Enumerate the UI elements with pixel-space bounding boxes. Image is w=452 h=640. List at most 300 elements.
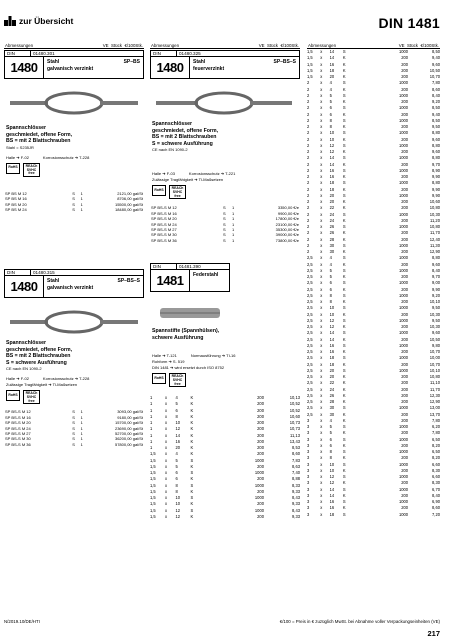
din-number: 1481 (151, 270, 190, 291)
table-cell: S (342, 92, 346, 98)
table-cell: SP BS-S M 27 (5, 431, 31, 436)
page-title: DIN 1481 (378, 15, 440, 31)
product-title (4, 340, 144, 366)
hall-link[interactable]: Halle ➔ F-03 (152, 171, 175, 177)
table-cell: 35300,00 €/e (275, 227, 299, 232)
table-cell: 4 (329, 255, 332, 261)
table-cell: 8,50 (432, 49, 440, 54)
table-cell: K (342, 124, 346, 129)
table-cell: 2,5 (307, 274, 313, 279)
table-cell: 200 (401, 149, 409, 154)
table-cell: 30 (329, 405, 335, 411)
table-cell: 10,10 (429, 367, 440, 373)
table-cell: x (320, 167, 323, 173)
back-link-label: zur Übersicht (19, 16, 74, 26)
table-cell: S (342, 511, 346, 517)
table-cell: 10 (175, 420, 181, 426)
table-cell: K (342, 467, 346, 473)
table-cell: 1000 (398, 486, 409, 492)
table-cell: SP BS-S M 12 (5, 409, 31, 415)
table-cell: x (165, 438, 168, 444)
table-cell: x (320, 92, 323, 98)
table-cell: 5 (329, 267, 332, 273)
table-cell: 9180,00 gal/St (117, 414, 143, 420)
table-cell: 200 (401, 411, 409, 417)
table-cell: 1 (80, 196, 83, 202)
table-cell: K (342, 74, 346, 79)
material: Stahl (193, 59, 206, 65)
table-cell: 1000 (398, 167, 409, 173)
table-cell: x (165, 401, 168, 407)
table-cell: 1,5 (307, 55, 313, 61)
table-cell: K (342, 174, 346, 179)
table-cell: x (320, 417, 323, 423)
din-label: DIN (151, 264, 177, 269)
table-cell: 9,20 (432, 99, 440, 104)
table-cell: 3 (307, 455, 310, 461)
table-cell: x (320, 86, 323, 92)
table-cell: x (320, 186, 323, 192)
table-cell: 10 (175, 495, 181, 501)
table-cell: K (342, 311, 346, 317)
table-cell: 1,5 (150, 463, 156, 469)
table-cell: S (342, 355, 346, 361)
rohform-link[interactable]: Rohform ➔ S. 519 (152, 359, 185, 365)
title-line: Spannstifte (Spannhülsen), (152, 328, 220, 334)
table-cell: 1 (80, 420, 83, 426)
table-cell: 3350,00 €/e (277, 205, 299, 211)
table-cell: SP BS-S M 24 (5, 425, 31, 431)
table-cell: 9,60 (432, 330, 440, 336)
corrosion-link[interactable]: Korrosionsschutz ➔ T-228 (42, 376, 90, 382)
table-cell: 2 (307, 211, 310, 217)
back-to-overview-link[interactable] (4, 16, 73, 26)
replacement-note: DIN 1481 ➔ wird ersetzt durch ISO 8752 (152, 365, 225, 371)
table-cell: SP BS-S M 27 (151, 227, 177, 232)
column-header (4, 42, 144, 49)
table-cell: 200 (401, 174, 409, 179)
din-label: DIN (5, 51, 31, 56)
table-row (150, 514, 300, 520)
table-cell: 200 (257, 438, 264, 444)
table-cell: 2,5 (307, 380, 313, 386)
table-cell: 6 (329, 105, 332, 111)
table-cell: 200 (401, 111, 409, 117)
certification-badges (150, 371, 300, 389)
table-cell: 12 (175, 513, 181, 519)
table-cell: 200 (257, 476, 264, 482)
table-cell: x (320, 249, 323, 254)
table-cell: 2 (307, 224, 310, 229)
table-cell: 1 (232, 210, 235, 216)
table-cell: x (320, 255, 323, 261)
table-cell: 3 (307, 449, 310, 454)
table-cell: SP BS-S M 36 (151, 237, 177, 243)
table-cell: 6 (329, 442, 332, 448)
title-line: BS = mit 2 Blattschrauben (6, 353, 71, 360)
table-cell: x (320, 330, 323, 336)
table-cell: 8 (329, 455, 332, 461)
table-cell: S (72, 431, 75, 436)
table-cell: SP BS-S M 16 (151, 210, 177, 216)
table-cell: x (320, 455, 323, 461)
table-cell: 1 (150, 401, 153, 407)
table-cell: 1000 (398, 155, 409, 161)
table-cell: 9,90 (432, 192, 440, 198)
table-cell: S (190, 507, 194, 513)
table-cell: 1,5 (150, 482, 156, 488)
table-cell: K (342, 86, 346, 92)
table-cell: 23690,00 gal/St (114, 425, 143, 431)
table-cell: x (165, 495, 168, 501)
table-cell: 2 (307, 186, 310, 192)
table-cell: x (320, 430, 323, 436)
table-cell: 3 (307, 436, 310, 442)
table-cell: K (342, 336, 346, 342)
table-cell: SP BS-S M 30 (151, 232, 177, 238)
table-cell: 200 (257, 426, 264, 432)
table-cell: x (165, 407, 168, 413)
table-cell: K (342, 299, 346, 304)
table-cell: 1 (232, 232, 235, 238)
table-cell: 7,80 (432, 417, 440, 423)
title-line: geschmiedet, offene Form, (152, 127, 219, 134)
table-cell: 1000 (398, 267, 409, 273)
corrosion-link[interactable]: Korrosionsschutz ➔ T-221 (188, 171, 236, 177)
hall-link[interactable]: Halle ➔ T-121 (152, 353, 177, 359)
table-row (307, 512, 440, 518)
column-header (150, 42, 300, 49)
table-cell: 20 (175, 445, 181, 451)
table-cell: x (320, 180, 323, 186)
turnbuckle-image (8, 87, 140, 119)
table-cell: 1000 (254, 495, 264, 501)
table-cell: 9,50 (432, 317, 440, 323)
hall-link[interactable]: Halle ➔ F-02 (6, 376, 29, 382)
table-cell: 2 (307, 149, 310, 154)
table-cell: S (223, 221, 226, 227)
table-cell: 1 (150, 432, 153, 438)
table-cell: K (342, 480, 346, 486)
table-cell: 1000 (398, 280, 409, 286)
turnbuckle-image (8, 306, 140, 338)
table-cell: 1 (232, 227, 235, 232)
table-cell: K (190, 432, 194, 438)
table-cell: x (165, 470, 168, 476)
table-cell: 8,40 (432, 492, 440, 498)
table-cell: 10,30 (429, 211, 440, 217)
capacity-note: Zulässige Tragfähigkeit ➔ Tl-Maßsetzen (152, 177, 224, 183)
table-cell: x (320, 217, 323, 223)
table-cell: 8706,00 gal/St (117, 196, 143, 202)
table-cell: 2,5 (307, 255, 313, 261)
hall-link[interactable]: Halle ➔ F-02 (6, 154, 29, 160)
title-line: schwere Ausführung (152, 334, 204, 341)
table-cell: K (342, 61, 346, 67)
table-cell: S (342, 49, 346, 54)
table-cell: 10,60 (429, 199, 440, 204)
table-cell: 12 (329, 149, 335, 154)
table-cell: 24 (329, 386, 335, 392)
table-cell: 6,50 (432, 436, 440, 442)
table-cell: 8 (175, 488, 178, 494)
table-cell: 10,80 (429, 224, 440, 229)
product-desc (190, 57, 299, 78)
table-cell: S (342, 180, 346, 186)
table-cell: x (320, 124, 323, 129)
table-cell: 17800,00 €/e (275, 216, 299, 222)
table-cell: 2,5 (307, 330, 313, 336)
table-cell: 13,00 (429, 405, 440, 411)
rohs-badge: RoHS (152, 185, 166, 196)
table-cell: 7,80 (432, 80, 440, 86)
table-cell: 22 (329, 380, 335, 386)
table-cell: 2,5 (307, 392, 313, 398)
table-cell: 14 (329, 492, 335, 498)
page-header (0, 0, 452, 40)
table-cell: S (342, 117, 346, 123)
table-cell: K (342, 392, 346, 398)
table-cell: x (320, 305, 323, 311)
table-cell: x (320, 174, 323, 179)
product-box-01481390 (150, 263, 230, 292)
column-3 (307, 42, 440, 518)
title-line: S = schwere Ausführung (152, 140, 213, 147)
rohs-badge: RoHS (152, 373, 166, 384)
table-cell: 6,70 (432, 486, 440, 492)
table-cell: 200 (257, 513, 264, 519)
table-cell: 12 (329, 317, 335, 323)
product-title (4, 125, 144, 145)
table-cell: S (342, 449, 346, 454)
table-cell: x (320, 199, 323, 204)
table-cell: 200 (401, 380, 409, 386)
table-cell: 10,30 (429, 311, 440, 317)
table-cell: 2,5 (307, 261, 313, 267)
standard-link[interactable]: Normausführung ➔ TI-16 (190, 353, 236, 359)
price-table (150, 205, 300, 243)
table-cell: K (342, 492, 346, 498)
table-cell: K (190, 413, 194, 419)
table-cell: x (320, 424, 323, 429)
table-cell: S (223, 216, 226, 222)
table-cell: x (320, 492, 323, 498)
table-cell: x (320, 442, 323, 448)
table-cell: 2121,00 gal/St (117, 190, 143, 196)
article-code: 01480.315 (33, 270, 55, 275)
table-cell: K (190, 501, 194, 507)
table-cell: 3 (307, 486, 310, 492)
table-cell: S (223, 210, 226, 216)
table-cell: 2 (307, 230, 310, 236)
table-cell: 14 (175, 432, 181, 438)
table-cell: 4 (329, 417, 332, 423)
article-code: 01481.390 (179, 264, 201, 269)
table-cell: 200 (401, 236, 409, 242)
table-cell: 5 (329, 92, 332, 98)
table-cell: 15500,00 gal/St (114, 201, 143, 207)
table-cell: 9,90 (432, 186, 440, 192)
table-cell: 200 (401, 336, 409, 342)
table-cell: 1000 (398, 317, 409, 323)
table-cell: x (165, 395, 168, 401)
table-cell: 12,90 (429, 249, 440, 254)
table-cell: 200 (401, 61, 409, 67)
table-cell: 30 (329, 249, 335, 254)
table-cell: 6 (175, 407, 178, 413)
table-cell: 1000 (398, 461, 409, 467)
table-cell: 1 (150, 445, 153, 451)
table-cell: 14 (329, 161, 335, 167)
table-cell: 7,83 (292, 457, 300, 463)
table-cell: 200 (401, 492, 409, 498)
table-cell: 1 (150, 407, 153, 413)
corrosion-link[interactable]: Korrosionsschutz ➔ T-228 (42, 154, 90, 160)
table-cell: K (342, 55, 346, 61)
table-cell: 9,50 (432, 124, 440, 129)
table-cell: 200 (401, 455, 409, 461)
table-cell: 200 (401, 205, 409, 211)
table-cell: 1 (150, 420, 153, 426)
table-cell: 3 (307, 499, 310, 504)
table-cell: x (320, 161, 323, 167)
table-cell: 24 (329, 211, 335, 217)
table-cell: S (342, 155, 346, 161)
table-cell: x (320, 324, 323, 329)
table-cell: x (320, 105, 323, 111)
table-cell: 1000 (398, 424, 409, 429)
footer-code: N/2019.10/DE/HTI (4, 619, 40, 624)
table-cell: 4 (329, 86, 332, 92)
table-cell: x (320, 405, 323, 411)
hierarchy-icon (4, 16, 16, 26)
table-cell: 12,30 (429, 392, 440, 398)
footer-price-note: €/100 = Preis in € zuzüglich MwSt. bei Abnahme voller Verpackungseinheiten (VE) (279, 619, 440, 624)
table-cell: S (190, 482, 194, 488)
table-cell: x (320, 149, 323, 154)
table-cell: 3 (307, 424, 310, 429)
table-cell: 18 (329, 355, 335, 361)
table-cell: 14 (329, 155, 335, 161)
table-cell: 16 (329, 342, 335, 348)
table-cell: 2,5 (307, 374, 313, 379)
table-cell: 8,88 (292, 476, 300, 482)
table-cell: x (320, 74, 323, 79)
table-cell: S (223, 205, 226, 211)
table-cell: S (72, 201, 75, 207)
table-cell: 2 (307, 99, 310, 104)
table-cell: 1 (80, 425, 83, 431)
table-cell: 1 (150, 413, 153, 419)
table-cell: 1 (80, 207, 83, 212)
table-cell: 10,80 (429, 374, 440, 379)
product-box-01480301 (4, 50, 144, 79)
table-cell: 9,60 (432, 149, 440, 154)
table-cell: 1000 (398, 211, 409, 217)
table-cell: 3 (307, 480, 310, 486)
table-cell: 200 (401, 399, 409, 404)
col-header-price: €/100Stk. (280, 42, 299, 48)
table-cell: K (342, 374, 346, 379)
table-cell: x (320, 111, 323, 117)
table-cell: 1000 (398, 367, 409, 373)
table-cell: 10,00 (429, 355, 440, 361)
table-cell: 2,5 (307, 355, 313, 361)
table-cell: 200 (401, 136, 409, 142)
table-cell: 1000 (398, 449, 409, 454)
table-cell: SP BS M 16 (5, 196, 27, 202)
table-cell: 200 (257, 432, 264, 438)
table-cell: 10,73 (289, 420, 300, 426)
col-header-price: €/100Stk. (124, 42, 143, 48)
table-cell: 1000 (254, 507, 264, 513)
turnbuckle-image (154, 87, 296, 119)
product-title (150, 121, 300, 147)
table-cell: 2,5 (307, 299, 313, 304)
table-cell: 8,43 (292, 495, 300, 501)
table-row (150, 238, 300, 243)
table-cell: 2,5 (307, 361, 313, 367)
table-cell: 200 (257, 463, 264, 469)
table-cell: 30 (329, 411, 335, 417)
product-box-01480315 (4, 269, 144, 298)
table-cell: 200 (401, 430, 409, 436)
table-cell: 2,5 (307, 411, 313, 417)
table-cell: x (165, 420, 168, 426)
table-cell: 1,5 (307, 67, 313, 73)
table-cell: 1,5 (150, 488, 156, 494)
table-cell: x (165, 426, 168, 432)
col-header-ve: VE (258, 42, 265, 48)
table-cell: 10,52 (289, 407, 300, 413)
table-cell: 1000 (398, 405, 409, 411)
material: Stahl (47, 59, 60, 65)
table-cell: x (165, 445, 168, 451)
table-cell: x (320, 205, 323, 211)
table-cell: 9,33 (292, 488, 300, 494)
table-cell: K (342, 274, 346, 279)
din-number: 1480 (5, 276, 44, 297)
table-cell: 10 (329, 311, 335, 317)
table-cell: 12 (175, 507, 181, 513)
table-cell: x (320, 61, 323, 67)
table-cell: S (72, 436, 75, 442)
table-cell: SP BS M 12 (5, 190, 27, 196)
table-cell: K (190, 426, 194, 432)
table-cell: 200 (401, 217, 409, 223)
table-cell: 8,60 (432, 505, 440, 511)
table-cell: 10,50 (429, 67, 440, 73)
table-cell: 2,5 (307, 399, 313, 404)
table-cell: 4 (175, 451, 178, 457)
table-cell: S (342, 317, 346, 323)
table-cell: 9,90 (432, 174, 440, 179)
table-cell: x (165, 488, 168, 494)
table-cell: 1 (80, 409, 83, 415)
table-cell: S (342, 474, 346, 479)
table-cell: 8,80 (432, 255, 440, 261)
table-cell: 5 (175, 463, 178, 469)
table-cell: 10,70 (429, 349, 440, 354)
table-cell: x (320, 374, 323, 379)
table-cell: x (320, 380, 323, 386)
table-cell: K (342, 430, 346, 436)
table-cell: 8,30 (432, 467, 440, 473)
table-cell: K (342, 286, 346, 292)
table-cell: S (342, 280, 346, 286)
table-cell: SP BS-S M 20 (151, 216, 177, 222)
table-row (4, 196, 144, 201)
